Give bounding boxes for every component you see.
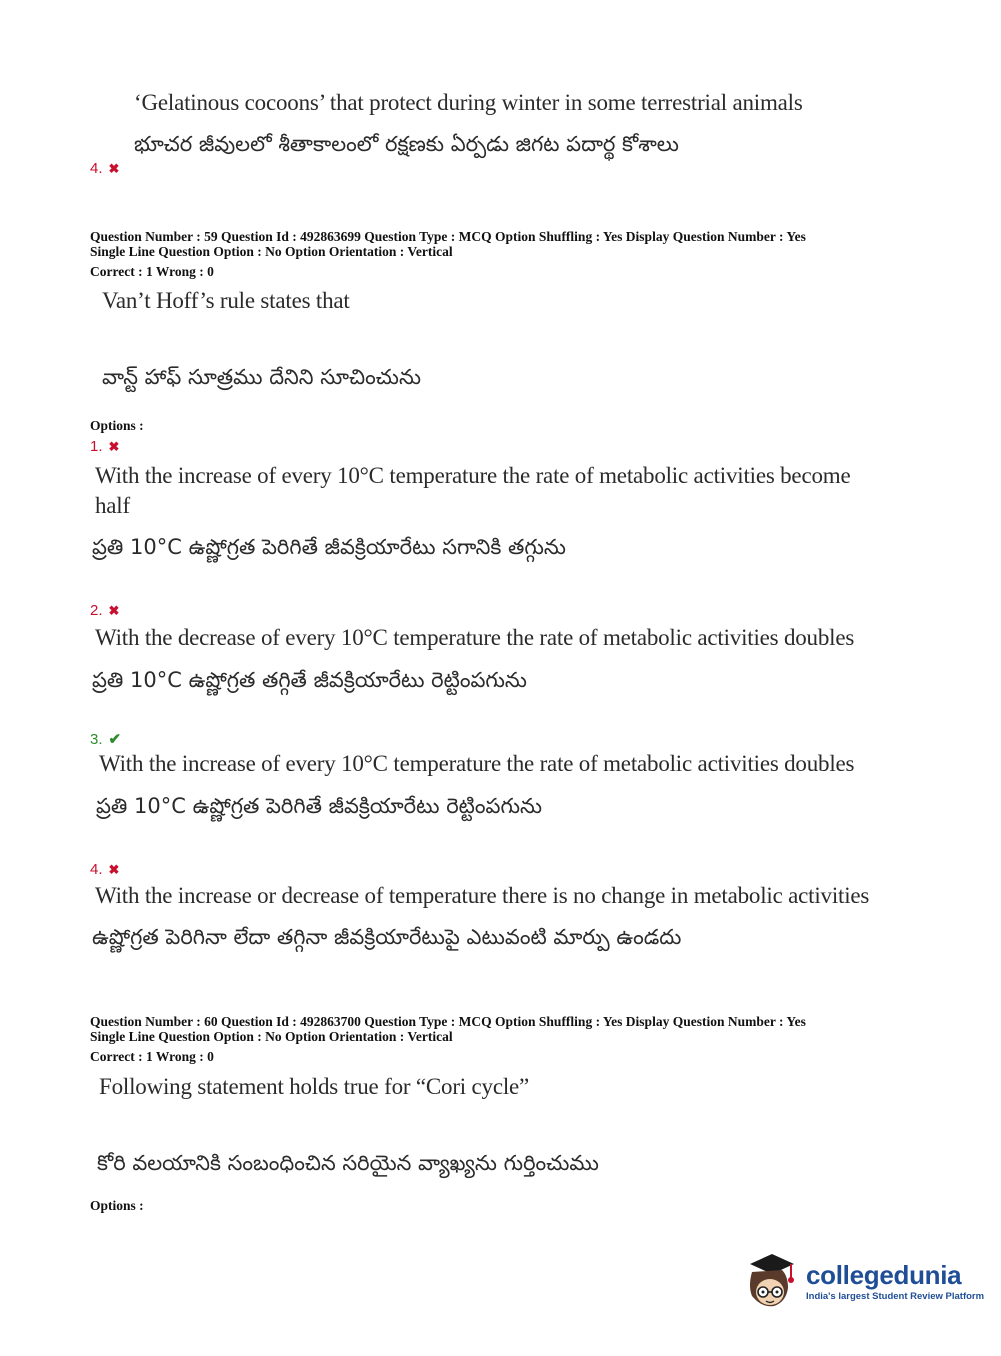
q59-option-2-text-te: ప్రతి 10°C ఉష్ణోగ్రత తగ్గితే జీవక్రియారేటు రెట్టింపగును (92, 668, 527, 692)
q60-meta-line-2: Single Line Question Option : No Option Orientation : Vertical (90, 1029, 453, 1044)
q59-option-1-text-en: With the increase of every 10°C temperature the rate of metabolic activities become (95, 463, 851, 488)
q59-option-3-text-en: With the increase of every 10°C temperature the rate of metabolic activities doubles (99, 751, 855, 776)
check-icon: ✔ (108, 731, 122, 748)
q59-option-4-text-te: ఉష్ణోగ్రత పెరిగినా లేదా తగ్గినా జీవక్రియారేటుపై ఎటువంటి మార్పు ఉండదు (92, 925, 682, 949)
collegedunia-logo (742, 1250, 984, 1312)
q59-option-1-text-en-line-2: half (95, 493, 130, 518)
q60-question-te: కోరి వలయానికి సంబంధించిన సరియైన వ్యాఖ్యను గుర్తించుము (97, 1151, 599, 1175)
q60-meta-line-3: Correct : 1 Wrong : 0 (90, 1049, 214, 1064)
q60-meta-line-1: Question Number : 60 Question Id : 492863700 Question Type : MCQ Option Shuffling : Yes Display Question Number : Yes (90, 1014, 806, 1029)
q59-option-4-number (90, 861, 119, 878)
mascot-icon (742, 1250, 798, 1312)
cross-icon: ✖ (108, 861, 120, 877)
q59-option-1-number (90, 438, 119, 455)
brand-tagline: India's largest Student Review Platform (806, 1291, 985, 1302)
option-number-label: 4. (90, 861, 103, 878)
option-number-label: 4. (90, 160, 103, 177)
q60-options-label: Options : (90, 1198, 144, 1213)
cross-icon: ✖ (108, 602, 120, 618)
q59-option-2-number (90, 602, 119, 619)
option-number-label: 3. (90, 730, 103, 748)
q59-meta-line-2: Single Line Question Option : No Option Orientation : Vertical (90, 244, 453, 259)
q60-question-en: Following statement holds true for “Cori cycle” (99, 1074, 530, 1099)
q59-question-te: వాన్ట్ హాఫ్ సూత్రము దేనిని సూచించును (102, 365, 421, 389)
brand-name: collegedunia (806, 1260, 962, 1290)
q59-options-label: Options : (90, 418, 144, 433)
prev-option-4-text-en: ‘Gelatinous cocoons’ that protect during winter in some terrestrial animals (134, 90, 803, 115)
q59-option-3-text-te: ప్రతి 10°C ఉష్ణోగ్రత పెరిగితే జీవక్రియారేటు రెట్టింపగును (96, 794, 542, 818)
q59-meta-line-1: Question Number : 59 Question Id : 492863699 Question Type : MCQ Option Shuffling : Yes Display Question Number : Yes (90, 229, 806, 244)
q59-meta-line-3: Correct : 1 Wrong : 0 (90, 264, 214, 279)
option-number-label: 2. (90, 602, 103, 619)
q59-option-1-text-te: ప్రతి 10°C ఉష్ణోగ్రత పెరిగితే జీవక్రియారేటు సగానికి తగ్గును (92, 535, 566, 559)
q59-option-2-text-en: With the decrease of every 10°C temperature the rate of metabolic activities doubles (95, 625, 855, 650)
cross-icon: ✖ (108, 438, 120, 454)
q59-option-3-number (90, 730, 121, 748)
prev-option-4-text-te: భూచర జీవులలో శీతాకాలంలో రక్షణకు ఏర్పడు జిగట పదార్థ కోశాలు (134, 132, 679, 156)
cross-icon: ✖ (108, 160, 120, 176)
q59-option-4-text-en: With the increase or decrease of temperature there is no change in metabolic activities (95, 883, 870, 908)
prev-option-4-number (90, 160, 119, 177)
option-number-label: 1. (90, 438, 103, 455)
q59-question-en: Van’t Hoff’s rule states that (102, 288, 350, 313)
